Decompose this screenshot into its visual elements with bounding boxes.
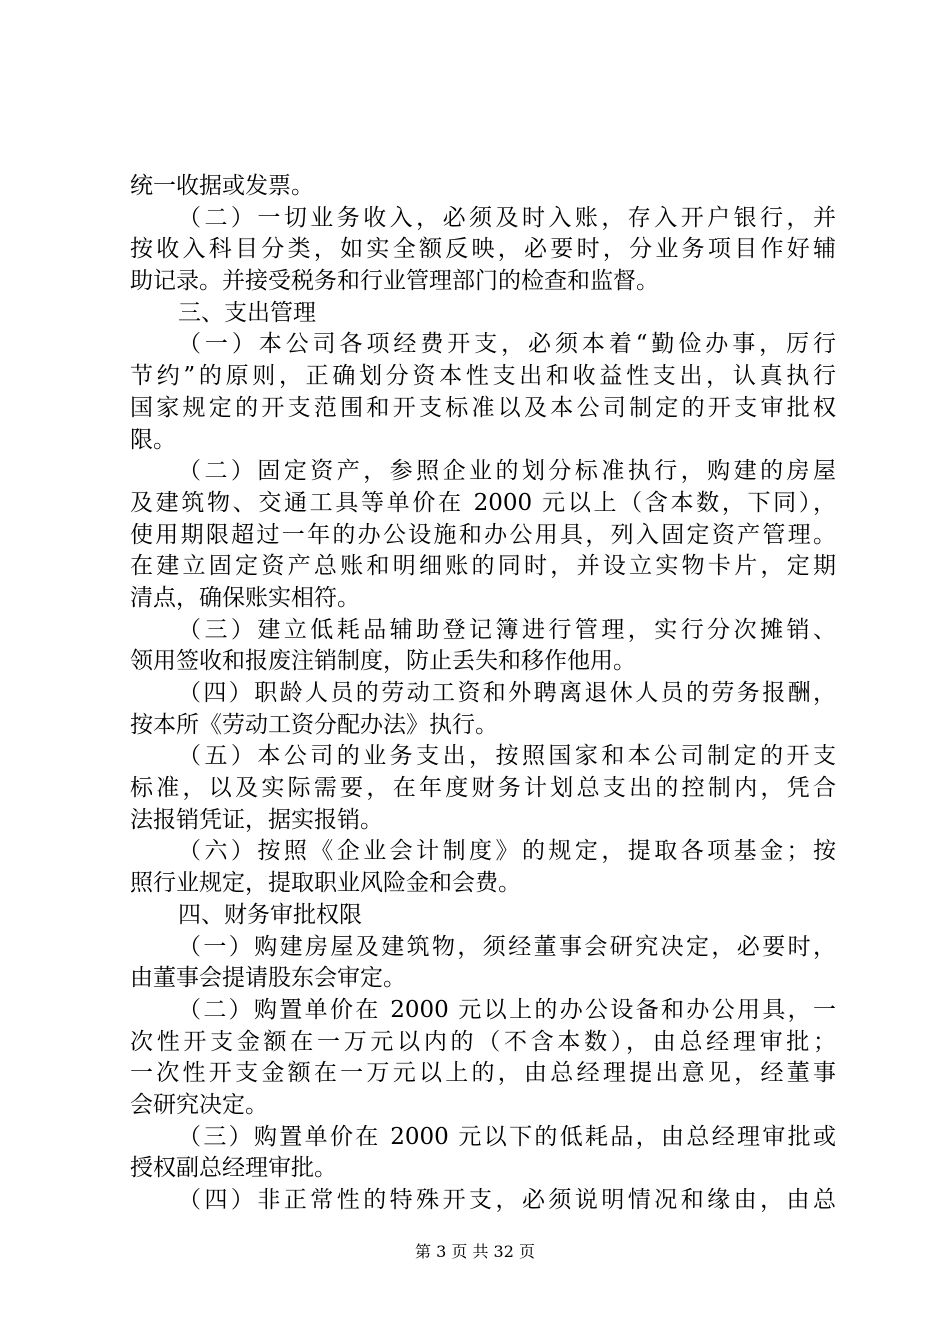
text-line: （五）本公司的业务支出，按照国家和本公司制定的开支 bbox=[178, 743, 836, 770]
page-footer: 第 3 页 共 32 页 bbox=[415, 1242, 535, 1261]
text-line: 助记录。并接受税务和行业管理部门的检查和监督。 bbox=[130, 268, 659, 295]
text-line: （四）非正常性的特殊开支，必须说明情况和缘由，由总 bbox=[178, 1187, 836, 1213]
text-line: 统一收据或发票。 bbox=[130, 173, 314, 199]
text-line: 按本所《劳动工资分配办法》执行。 bbox=[130, 711, 498, 738]
body-text bbox=[130, 171, 836, 1217]
text-line: （四）职龄人员的劳动工资和外聘离退休人员的劳务报酬， bbox=[178, 680, 836, 706]
text-line: 清点，确保账实相符。 bbox=[130, 584, 360, 611]
text-line: （一）本公司各项经费开支，必须本着“勤俭办事，厉行 bbox=[178, 331, 836, 358]
text-line: 节约”的原则，正确划分资本性支出和收益性支出，认真执行 bbox=[130, 363, 836, 390]
text-line: 次性开支金额在一万元以内的（不含本数），由总经理审批； bbox=[130, 1028, 836, 1055]
text-line: （三）建立低耗品辅助登记簿进行管理，实行分次摊销、 bbox=[178, 616, 836, 643]
text-line: （三）购置单价在 2000 元以下的低耗品，由总经理审批或 bbox=[178, 1123, 836, 1150]
text-line: 国家规定的开支范围和开支标准以及本公司制定的开支审批权 bbox=[130, 394, 836, 421]
text-line: （二）购置单价在 2000 元以上的办公设备和办公用具，一 bbox=[178, 996, 836, 1023]
text-line: （六）按照《企业会计制度》的规定，提取各项基金；按 bbox=[178, 838, 836, 865]
text-line: 法报销凭证，据实报销。 bbox=[130, 806, 383, 833]
text-line: （二）一切业务收入，必须及时入账，存入开户银行，并 bbox=[178, 204, 836, 231]
text-line: 一次性开支金额在一万元以上的，由总经理提出意见，经董事 bbox=[130, 1060, 836, 1087]
text-line: 授权副总经理审批。 bbox=[130, 1155, 337, 1182]
text-line: 会研究决定。 bbox=[130, 1091, 268, 1118]
text-line: 在建立固定资产总账和明细账的同时，并设立实物卡片，定期 bbox=[130, 553, 836, 580]
text-line: 四、财务审批权限 bbox=[178, 901, 362, 928]
text-line: （一）购建房屋及建筑物，须经董事会研究决定，必要时， bbox=[178, 933, 836, 960]
text-line: 按收入科目分类，如实全额反映，必要时，分业务项目作好辅 bbox=[130, 236, 836, 263]
text-line: 三、支出管理 bbox=[178, 299, 316, 326]
text-line: 领用签收和报废注销制度，防止丢失和移作他用。 bbox=[130, 648, 636, 675]
text-line: 标准，以及实际需要，在年度财务计划总支出的控制内，凭合 bbox=[130, 775, 836, 802]
text-line: 及建筑物、交通工具等单价在 2000 元以上（含本数，下同）， bbox=[130, 489, 836, 516]
text-line: 限。 bbox=[130, 426, 176, 453]
text-line: （二）固定资产，参照企业的划分标准执行，购建的房屋 bbox=[178, 458, 836, 485]
text-line: 使用期限超过一年的办公设施和办公用具，列入固定资产管理。 bbox=[130, 521, 836, 548]
text-line: 照行业规定，提取职业风险金和会费。 bbox=[130, 870, 521, 897]
text-line: 由董事会提请股东会审定。 bbox=[130, 965, 406, 992]
